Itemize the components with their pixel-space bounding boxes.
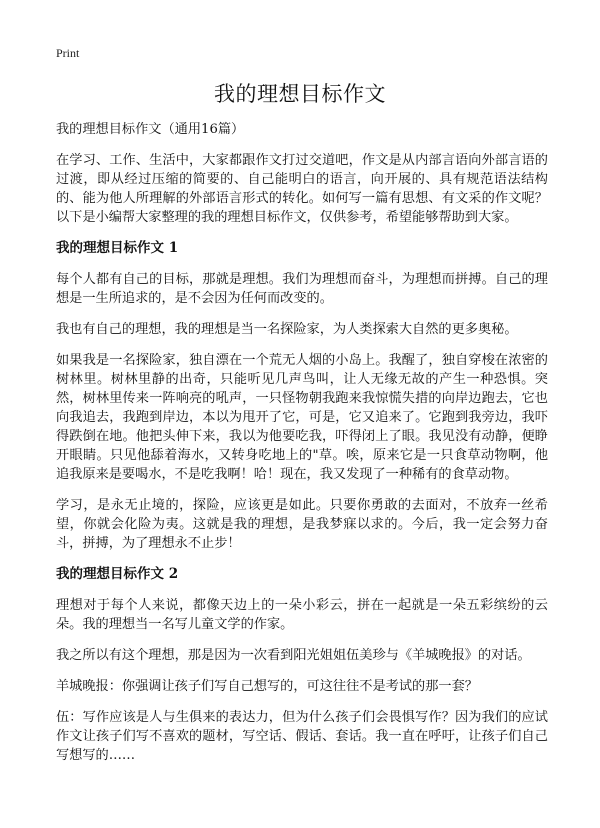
article-subtitle: 我的理想目标作文（通用16篇）: [56, 122, 245, 137]
paragraph: 如果我是一名探险家，独自漂在一个荒无人烟的小岛上。我醒了，独自穿梭在浓密的树林里。树林里静的出奇，只能听见几声鸟叫，让人无缘无故的产生一种恐惧。突然，树林里传来一阵响亮的吼声，一只怪物朝我跑来我惊慌失措的向岸边跑去，它也向我追去，我跑到岸边，本以为甩开了它，可是，它又追来了。它跑到我旁边，我吓得跌倒在地。他把头伸下来，我以为他要吃我，吓得闭上了眼。我见没有动静，便睁开眼睛。只见他舔着海水，又转身吃地上的"草。唉，原来它是一只食草动物啊，他追我原来是要喝水，不是吃我啊！哈！现在，我又发现了一种稀有的食草动物。: [56, 353, 548, 482]
page-title: 我的理想目标作文: [214, 82, 386, 106]
section-heading-1: 我的理想目标作文 1: [56, 240, 179, 256]
print-link[interactable]: Print: [56, 46, 80, 60]
paragraph: 每个人都有自己的目标，那就是理想。我们为理想而奋斗，为理想而拼搏。自己的理想是一生所追求的，是不会因为任何而改变的。: [56, 272, 548, 306]
intro-paragraph: 在学习、工作、生活中，大家都跟作文打过交道吧，作文是从内部言语向外部言语的过渡，即从经过压缩的简要的、自己能明白的语言，向开展的、具有规范语法结构的、能为他人所理解的外部语言形式的转化。如何写一篇有思想、有文采的作文呢？以下是小编帮大家整理的我的理想目标作文，仅供参考，希望能够帮助到大家。: [56, 153, 548, 225]
paragraph: 理想对于每个人来说，都像天边上的一朵小彩云，拼在一起就是一朵五彩缤纷的云朵。我的理想当一名写儿童文学的作家。: [56, 598, 548, 632]
section-heading-2: 我的理想目标作文 2: [56, 566, 179, 582]
paragraph: 学习，是永无止境的，探险，应该更是如此。只要你勇敢的去面对，不放弃一丝希望，你就会化险为夷。这就是我的理想，是我梦寐以求的。今后，我一定会努力奋斗，拼搏，为了理想永不止步！: [56, 498, 548, 551]
paragraph: 我也有自己的理想，我的理想是当一名探险家，为人类探索大自然的更多奥秘。: [56, 322, 518, 337]
paragraph: 伍：写作应该是人与生俱来的表达力，但为什么孩子们会畏惧写作？因为我们的应试作文让孩子们写不喜欢的题材，写空话、假话、套话。我一直在呼吁，让孩子们自己写想写的……: [56, 710, 548, 763]
article-body: [56, 120, 548, 777]
paragraph: 羊城晚报：你强调让孩子们写自己想写的，可这往往不是考试的那一套？: [56, 679, 478, 694]
paragraph: 我之所以有这个理想，那是因为一次看到阳光姐姐伍美珍与《羊城晚报》的对话。: [56, 648, 531, 663]
